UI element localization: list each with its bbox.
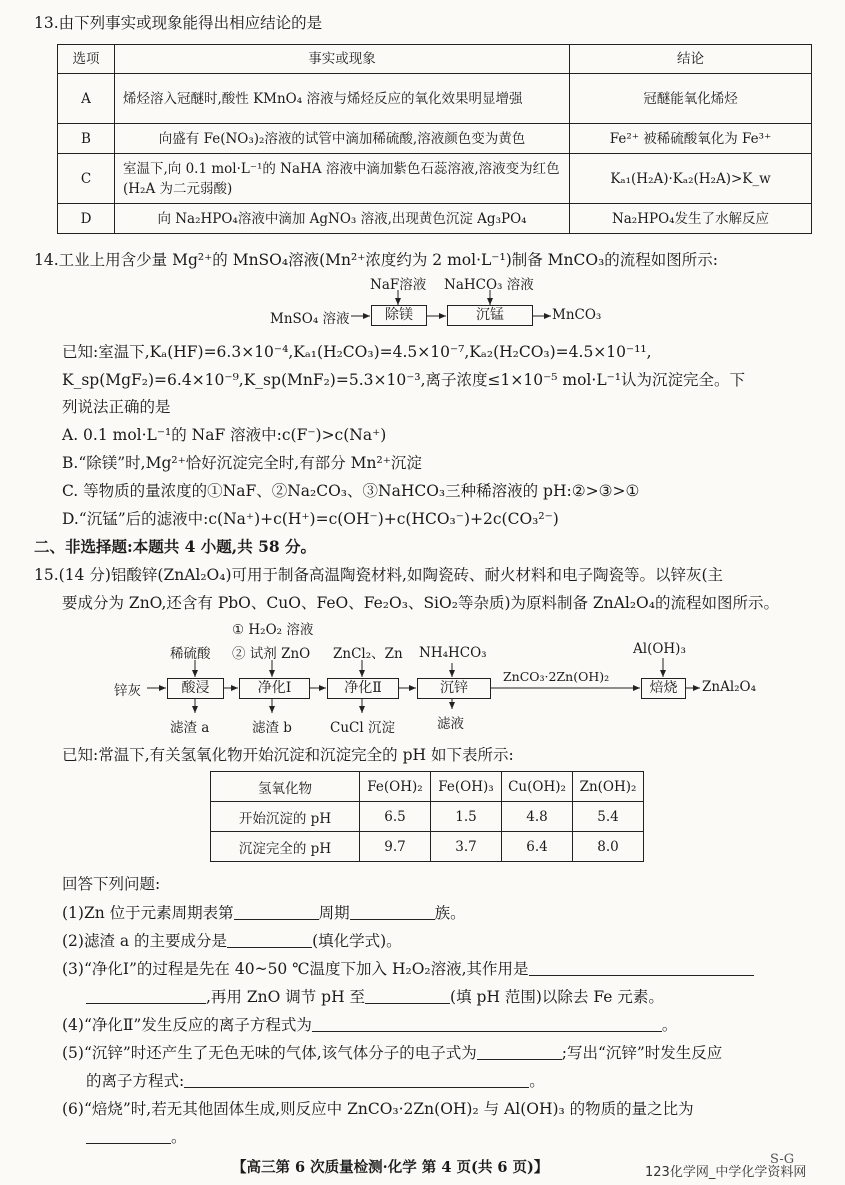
q15-input-h2o2: ① H₂O₂ 溶液 [232,622,314,638]
q15-start: 锌灰 [114,683,141,699]
q14-option-c: C. 等物质的量浓度的①NaF、②Na₂CO₃、③NaHCO₃三种稀溶液的 pH:②>③>① [62,482,640,500]
q13-header-opt: 选项 [58,45,115,74]
q15-input-nh4hco3: NH₄HCO₃ [419,645,487,661]
q14-reagent-nahco3: NaHCO₃ 溶液 [444,277,534,293]
q13-opt: D [58,204,115,234]
q15-known: 已知:常温下,有关氢氧化物开始沉淀和沉淀完全的 pH 如下表所示: [62,746,514,764]
q15-input-h2so4: 稀硫酸 [170,646,211,662]
answer-blank[interactable] [365,989,450,1004]
q13-fact: 向盛有 Fe(NO₃)₂溶液的试管中滴加稀硫酸,溶液颜色变为黄色 [115,124,570,154]
watermark: 123化学网_中学化学资料网 [645,1165,807,1180]
q15-sub5-b: ;写出“沉锌”时发生反应 [561,1044,723,1062]
q15-th: 氢氧化物 [211,772,360,802]
q13-conc: Fe²⁺ 被稀硫酸氧化为 Fe³⁺ [570,124,812,154]
q15-sub4-a: (4)“净化Ⅱ”发生反应的离子方程式为 [62,1016,312,1034]
q15-sub6-b: 。 [171,1128,187,1146]
q13-opt: B [58,124,115,154]
table-row [211,802,644,832]
q13-header-fact: 事实或现象 [115,45,570,74]
q15-th: Fe(OH)₃ [431,772,502,802]
q14-known-1: 已知:室温下,Kₐ(HF)=6.3×10⁻⁴,Kₐ₁(H₂CO₃)=4.5×10⁻⁷,Kₐ₂(H₂CO₃)=4.5×10⁻¹¹, [62,343,652,361]
q15-cell: 1.5 [431,802,502,832]
q15-sub3-b: ,再用 ZnO 调节 pH 至 [206,988,366,1006]
q15-input-zno: ② 试剂 ZnO [232,646,311,662]
q15-answer-prompt: 回答下列问题: [62,875,161,893]
q15-sub4-b: 。 [661,1016,678,1034]
q14-title: 14.工业上用含少量 Mg²⁺的 MnSO₄溶液(Mn²⁺浓度约为 2 mol·L⁻¹)制备 MnCO₃的流程如图所示: [34,251,719,269]
answer-blank[interactable] [234,905,319,920]
q15-output-filtrate: 滤液 [437,716,464,732]
answer-blank[interactable] [227,933,312,948]
q13-conc: Kₐ₁(H₂A)·Kₐ₂(H₂A)>K_w [570,154,812,204]
q15-sub6-line1: (6)“焙烧”时,若无其他固体生成,则反应中 ZnCO₃·2Zn(OH)₂ 与 Al(OH)₃ 的物质的量之比为 [62,1100,694,1118]
page-footer: 【高三第 6 次质量检测·化学 第 4 页(共 6 页)】 [232,1159,549,1176]
q15-sub5-line2 [86,1069,545,1091]
q15-box-purify-2: 净化Ⅱ [327,678,399,699]
q15-sub3-line2 [86,985,664,1007]
q15-th: Cu(OH)₂ [502,772,573,802]
q13-fact: 烯烃溶入冠醚时,酸性 KMnO₄ 溶液与烯烃反应的氧化效果明显增强 [115,74,570,124]
q15-box-purify-1: 净化Ⅰ [239,678,310,699]
q15-sub4 [62,1013,677,1035]
q15-sub3-c: (填 pH 范围)以除去 Fe 元素。 [450,988,664,1006]
q13-title: 13.由下列事实或现象能得出相应结论的是 [34,14,323,32]
q15-end: ZnAl₂O₄ [702,679,757,695]
q13-header-conc: 结论 [570,45,812,74]
q15-sub2-b: (填化学式)。 [312,932,402,950]
q14-end: MnCO₃ [552,307,602,323]
q14-option-d: D.“沉锰”后的滤液中:c(Na⁺)+c(H⁺)=c(OH⁻)+c(HCO₃⁻)+2c(CO₃²⁻) [62,510,559,528]
q15-th: Zn(OH)₂ [573,772,644,802]
q15-ph-table [210,771,644,862]
q13-conc: Na₂HPO₄发生了水解反应 [570,204,812,234]
q15-sub5-a: (5)“沉锌”时还产生了无色无味的气体,该气体分子的电子式为 [62,1044,477,1062]
q15-sub6-line2 [86,1125,187,1147]
q15-box-precip-zn: 沉锌 [417,678,491,699]
q15-sub3-line1 [62,957,754,979]
q15-output-residue-a: 滤渣 a [170,720,210,736]
q15-sub1-b: 周期 [318,904,350,922]
q14-start: MnSO₄ 溶液 [270,311,350,327]
footer-code: S-G [770,1152,795,1167]
q14-option-a: A. 0.1 mol·L⁻¹的 NaF 溶液中:c(F⁻)>c(Na⁺) [62,426,387,444]
q15-cell: 6.4 [502,832,573,862]
answer-blank[interactable] [529,961,754,976]
q14-box-precip-mn: 沉锰 [447,305,533,326]
answer-blank[interactable] [477,1045,562,1060]
q15-input-zncl2: ZnCl₂、Zn [333,646,403,662]
answer-blank[interactable] [350,905,435,920]
q14-reagent-naf: NaF溶液 [370,277,427,293]
q15-cell: 6.5 [360,802,431,832]
q15-intro-2: 要成分为 ZnO,还含有 PbO、CuO、FeO、Fe₂O₃、SiO₂等杂质)为原料制备 ZnAl₂O₄的流程如图所示。 [62,594,779,612]
q15-input-aloh3: Al(OH)₃ [633,641,686,657]
q15-sub1 [62,901,466,923]
q15-sub2 [62,929,402,951]
q15-sub1-a: (1)Zn 位于元素周期表第 [62,904,234,922]
q15-cell: 4.8 [502,802,573,832]
q15-output-cucl: CuCl 沉淀 [330,720,395,736]
q15-cell: 8.0 [573,832,644,862]
table-row [211,772,644,802]
q15-cell: 3.7 [431,832,502,862]
q13-fact: 向 Na₂HPO₄溶液中滴加 AgNO₃ 溶液,出现黄色沉淀 Ag₃PO₄ [115,204,570,234]
q15-th: Fe(OH)₂ [360,772,431,802]
q15-sub5-c: 的离子方程式: [86,1072,185,1090]
section-heading: 二、非选择题:本题共 4 小题,共 58 分。 [34,537,317,556]
q13-opt: A [58,74,115,124]
q14-box-remove-mg: 除镁 [371,305,427,326]
q14-option-b: B.“除镁”时,Mg²⁺恰好沉淀完全时,有部分 Mn²⁺沉淀 [62,454,422,472]
q15-cell: 5.4 [573,802,644,832]
q15-cell: 开始沉淀的 pH [211,802,360,832]
q13-conc: 冠醚能氧化烯烃 [570,74,812,124]
q15-sub3-a: (3)“净化Ⅰ”的过程是先在 40~50 ℃温度下加入 H₂O₂溶液,其作用是 [62,960,529,978]
q13-opt: C [58,154,115,204]
q13-fact: 室温下,向 0.1 mol·L⁻¹的 NaHA 溶液中滴加紫色石蕊溶液,溶液变为红色(H₂A 为二元弱酸) [115,154,570,204]
q15-intro-1: 15.(14 分)铝酸锌(ZnAl₂O₄)可用于制备高温陶瓷材料,如陶瓷砖、耐火材料和电子陶瓷等。以锌灰(主 [34,566,724,584]
q15-cell: 沉淀完全的 pH [211,832,360,862]
q15-sub5-line1 [62,1041,722,1063]
q15-box-acid-leach: 酸浸 [167,678,224,699]
table-row [211,832,644,862]
q14-known-2: K_sp(MgF₂)=6.4×10⁻⁹,K_sp(MnF₂)=5.3×10⁻³,离子浓度≤1×10⁻⁵ mol·L⁻¹认为沉淀完全。下 [62,371,746,389]
q15-box-calcine: 焙烧 [641,678,686,699]
q15-intermediate: ZnCO₃·2Zn(OH)₂ [503,669,610,684]
answer-blank[interactable] [86,1129,171,1144]
answer-blank[interactable] [184,1073,529,1088]
q15-output-residue-b: 滤渣 b [252,720,292,736]
q14-known-3: 列说法正确的是 [62,398,171,416]
q15-sub1-c: 族。 [434,904,466,922]
q15-sub5-d: 。 [529,1072,545,1090]
answer-blank[interactable] [312,1017,662,1032]
answer-blank[interactable] [86,989,206,1004]
q15-sub2-a: (2)滤渣 a 的主要成分是 [62,932,228,950]
q15-cell: 9.7 [360,832,431,862]
